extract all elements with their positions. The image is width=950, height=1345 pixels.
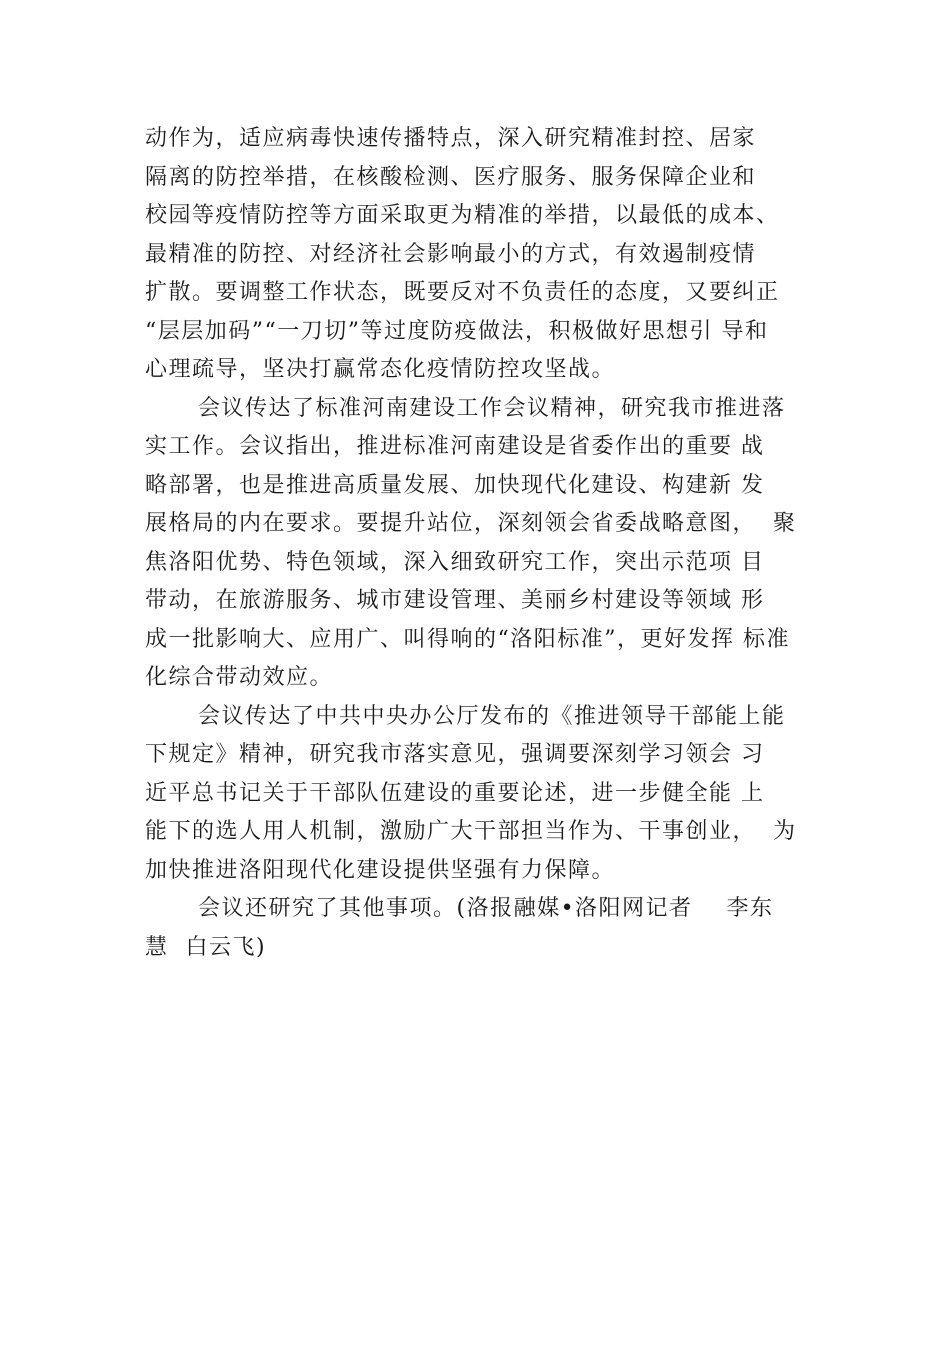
text-line: 会议传达了标准河南建设工作会议精神，研究我市推进落 (198, 395, 786, 421)
text-line: 成一批影响大、应用广、叫得响的“洛阳标准”，更好发挥 标准 (145, 626, 790, 652)
text-line: 略部署，也是推进高质量发展、加快现代化建设、构建新 发 (145, 472, 765, 498)
text-line: 近平总书记关于干部队伍建设的重要论述，进一步健全能 上 (145, 780, 765, 806)
paragraph-3 (145, 698, 845, 891)
text-line: 带动，在旅游服务、城市建设管理、美丽乡村建设等领域 形 (145, 588, 765, 613)
paragraph-1 (145, 120, 845, 390)
text-line: 心理疏导，坚决打赢常态化疫情防控攻坚战。 (145, 357, 616, 382)
text-line: 扩散。要调整工作状态，既要反对不负责任的态度，又要纠正 (145, 280, 780, 305)
article-body (145, 120, 845, 967)
text-line: 动作为，适应病毒快速传播特点，深入研究精准封控、居家 (145, 126, 757, 151)
text-line: 校园等疫情防控等方面采取更为精准的举措，以最低的成本、 (145, 203, 780, 228)
text-line: 会议还研究了其他事项。(洛报融媒•洛阳网记者 李东 (198, 896, 774, 921)
paragraph-4 (145, 890, 845, 967)
text-line: “层层加码”“一刀切”等过度防疫做法，积极做好思想引 导和 (145, 318, 769, 344)
text-line: 焦洛阳优势、特色领域，深入细致研究工作，突出示范项 目 (145, 549, 765, 575)
text-line: 最精准的防控、对经济社会影响最小的方式，有效遏制疫情 (145, 241, 757, 267)
text-line: 加快推进洛阳现代化建设提供坚强有力保障。 (145, 857, 616, 883)
text-line: 慧 白云飞) (145, 934, 267, 960)
paragraph-2 (145, 390, 845, 698)
text-line: 实工作。会议指出，推进标准河南建设是省委作出的重要 战 (145, 434, 765, 459)
text-line: 展格局的内在要求。要提升站位，深刻领会省委战略意图， 聚 (145, 511, 797, 536)
text-line: 下规定》精神，研究我市落实意见，强调要深刻学习领会 习 (145, 742, 765, 767)
text-line: 会议传达了中共中央办公厅发布的《推进领导干部能上能 (198, 703, 786, 729)
text-line: 隔离的防控举措，在核酸检测、医疗服务、服务保障企业和 (145, 164, 757, 190)
text-line: 化综合带动效应。 (145, 665, 334, 690)
text-line: 能下的选人用人机制，激励广大干部担当作为、干事创业， 为 (145, 819, 797, 844)
